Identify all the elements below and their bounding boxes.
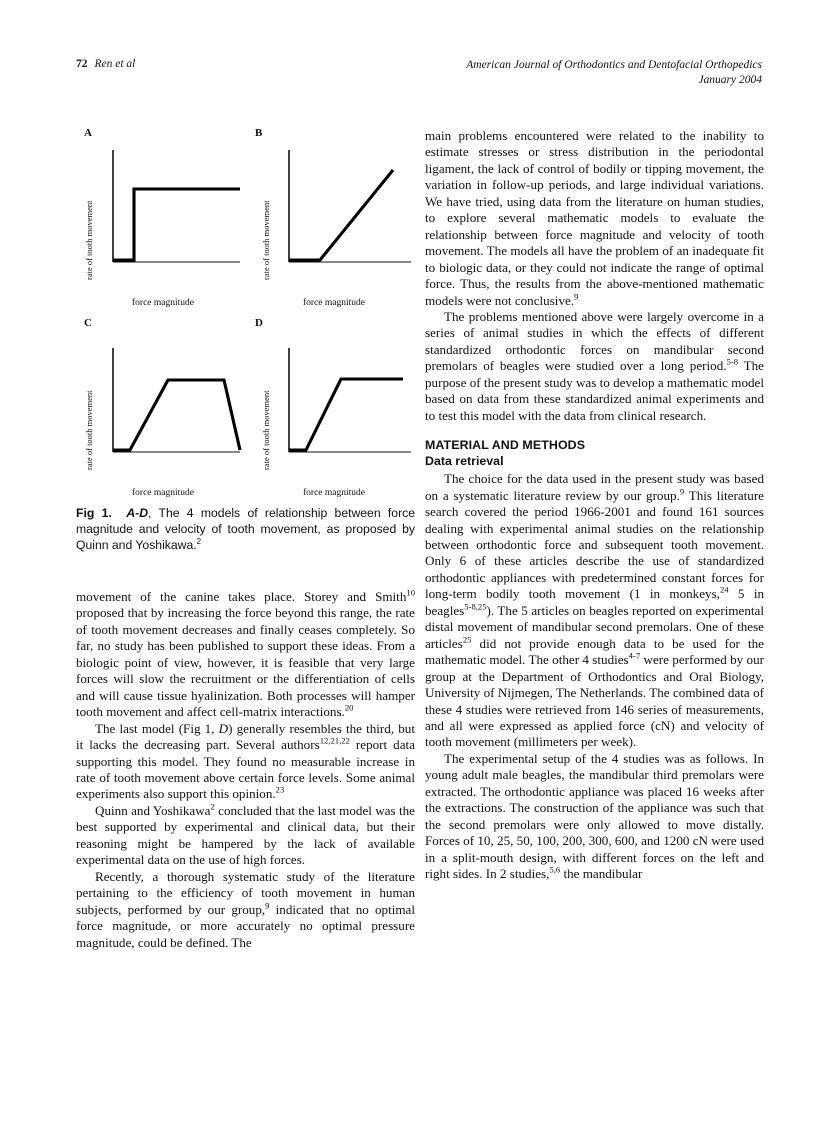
body-paragraph bbox=[425, 471, 764, 751]
reference-marker: 9 bbox=[574, 291, 579, 302]
figure-panels bbox=[76, 128, 415, 496]
right-column-body bbox=[425, 128, 764, 882]
figure-panel-a bbox=[82, 128, 244, 308]
text-run: Recently, a thorough systematic study of the literature pertaining to the efficiency of tooth movement in human subjects, performed by our group, bbox=[76, 868, 415, 917]
reference-marker: 4-7 bbox=[628, 650, 641, 661]
text-run: The problems mentioned above were largely overcome in a series of animal studies in which the effects of different standardized orthodontic forces on mandibular second premolars of beagles were studied over a long period. bbox=[425, 308, 764, 374]
text-run: ). The 5 articles on beagles reported on experimental distal movement of mandibular second premolars. One of these articles bbox=[425, 602, 764, 651]
body-paragraph bbox=[425, 309, 764, 424]
reference-marker: 24 bbox=[719, 584, 729, 595]
running-head-authors: Ren et al bbox=[94, 58, 136, 70]
figure-panel-c bbox=[82, 318, 244, 498]
reference-marker: 5,6 bbox=[549, 864, 561, 875]
text-run: This literature search covered the period 1966-2001 and found 161 sources dealing with experimental animal studies on the relationship between orthodontic force and subsequent tooth movement. Only 6 of these articles describe the use of standardized orthodontic appliances with predetermined constant forces for long-term bodily tooth movement (1 in monkeys, bbox=[425, 487, 764, 602]
figure-caption-text: , The 4 models of relationship between force magnitude and velocity of tooth movement, as proposed by Quinn and Yoshikawa. bbox=[76, 506, 416, 553]
text-run: the mandibular bbox=[560, 866, 643, 882]
reference-marker: 9 bbox=[265, 900, 270, 911]
text-run: indicated that no optimal force magnitude, or more accurately no optimal pressure magnitude, could be defined. The bbox=[76, 901, 415, 950]
panel-c-ylabel: rate of tooth movement bbox=[84, 390, 94, 470]
panel-d-plot bbox=[253, 326, 415, 476]
emphasis: D bbox=[218, 720, 229, 736]
reference-marker: 5-8 bbox=[726, 356, 739, 367]
text-run: The last model (Fig 1, bbox=[95, 720, 219, 736]
panel-a-ylabel: rate of tooth movement bbox=[84, 200, 94, 280]
panel-letter-a: A bbox=[84, 127, 93, 139]
reference-marker: 20 bbox=[344, 702, 354, 713]
body-paragraph bbox=[425, 128, 764, 309]
figure-panel-d bbox=[253, 318, 415, 498]
panel-a-xlabel: force magnitude bbox=[132, 298, 194, 308]
figure-caption-label: Fig 1. bbox=[76, 506, 112, 520]
figure-1 bbox=[76, 127, 416, 553]
panel-d-ylabel: rate of tooth movement bbox=[261, 390, 271, 470]
panel-a-plot bbox=[82, 136, 244, 286]
text-run: Quinn and Yoshikawa bbox=[95, 802, 211, 818]
reference-marker: 12,21,22 bbox=[319, 735, 350, 746]
text-run: The experimental setup of the 4 studies was as follows. In young adult male beagles, the mandibular third premolars were extracted. The orthodontic appliance was placed 16 weeks after the extractions. The construction of the appliance was such that the second premolars were only allowed to move distally. Forces of 10, 25, 50, 100, 200, 300, 600, and 1200 cN were used in a split-mouth design, with different forces on the left and right sides. In 2 studies, bbox=[425, 750, 764, 882]
panel-b-ylabel: rate of tooth movement bbox=[261, 200, 271, 280]
body-paragraph bbox=[425, 751, 764, 883]
text-run: The choice for the data used in the present study was based on a systematic literature review by our group. bbox=[425, 471, 764, 503]
panel-letter-d: D bbox=[255, 317, 264, 329]
panel-c-plot bbox=[82, 326, 244, 476]
running-head-right bbox=[466, 58, 762, 88]
text-run: main problems encountered were related to the inability to estimate stresses or stress distribution in the periodontal ligament, the lack of control of bodily or tipping movement, the variation in follow-up periods, and large individual variations. We have tried, using data from the literature on human studies, to explore several mathematic models to evaluate the relationship between force magnitude and velocity of tooth movement. The models all have the problem of an inadequate fit to biologic data, or they could not indicate the range of optimal force. Thus, the results from the above-mentioned mathematic models were not conclusive. bbox=[425, 128, 764, 308]
text-run: report data supporting this model. They found no measurable increase in rate of tooth movement above certain force levels. Some animal experiments also support this opinion. bbox=[76, 737, 415, 802]
section-heading-material-and-methods: MATERIAL AND METHODS bbox=[425, 438, 586, 453]
text-run: The purpose of the present study was to develop a mathematic model based on data from these standardized animal experiments and to test this model with the data from clinical research. bbox=[425, 358, 764, 423]
reference-marker: 9 bbox=[679, 486, 685, 497]
left-column-body bbox=[76, 589, 415, 951]
issue-date: January 2004 bbox=[698, 74, 762, 86]
subsection-heading-data-retrieval: Data retrieval bbox=[425, 453, 504, 468]
reference-marker: 23 bbox=[275, 785, 285, 796]
panel-letter-b: B bbox=[255, 127, 263, 139]
panel-b-xlabel: force magnitude bbox=[303, 298, 365, 308]
journal-title: American Journal of Orthodontics and Dentofacial Orthopedics bbox=[466, 59, 762, 71]
body-paragraph bbox=[76, 589, 415, 721]
text-run: were performed by our group at the Department of Orthodontics and Oral Biology, University of Nijmegen, The Netherlands. The combined data of these 4 studies were retrieved from 146 series of measurements, and all were expressed as applied force (cN) and velocity of tooth movement (millimeters per week). bbox=[425, 652, 764, 750]
reference-marker: 2 bbox=[210, 801, 215, 812]
figure-caption-ref: 2 bbox=[196, 537, 202, 547]
reference-marker: 5-8,25 bbox=[464, 601, 487, 612]
text-run: proposed that by increasing the force beyond this range, the rate of tooth movement decreases and finally ceases completely. So far, no study has been published to support these ideas. From a biologic point of view, however, it is feasible that very large forces will slow the recruitment or the differentiation of cells and will cause tissue hyalinization. Both processes will hamper tooth movement and affect cell-matrix interactions. bbox=[76, 605, 415, 720]
reference-marker: 10 bbox=[406, 587, 415, 598]
text-run: did not provide enough data to be used for the mathematic model. The other 4 studies bbox=[425, 635, 764, 668]
body-paragraph bbox=[76, 869, 415, 951]
left-column bbox=[76, 127, 416, 950]
panel-c-xlabel: force magnitude bbox=[132, 488, 194, 498]
figure-caption-panels: A-D bbox=[126, 506, 149, 520]
page-folio: 72 bbox=[76, 58, 88, 70]
running-head-left bbox=[76, 58, 135, 70]
running-head bbox=[76, 58, 762, 100]
text-run: 5 in beagles bbox=[425, 586, 765, 618]
panel-letter-c: C bbox=[84, 317, 93, 329]
text-run: concluded that the last model was the best supported by experimental and clinical data, but their reasoning might be hampered by the lack of available experimental data on the use of high forces. bbox=[76, 802, 415, 868]
text-run: movement of the canine takes place. Storey and Smith bbox=[76, 589, 407, 604]
panel-b-plot bbox=[253, 136, 415, 286]
panel-d-xlabel: force magnitude bbox=[303, 488, 365, 498]
figure-caption bbox=[76, 505, 415, 554]
body-paragraph bbox=[76, 721, 415, 803]
reference-marker: 25 bbox=[462, 634, 472, 645]
figure-panel-b bbox=[253, 128, 415, 308]
text-run: ) generally resembles the third, but it lacks the decreasing part. Several authors bbox=[76, 720, 415, 753]
body-paragraph bbox=[76, 803, 415, 869]
